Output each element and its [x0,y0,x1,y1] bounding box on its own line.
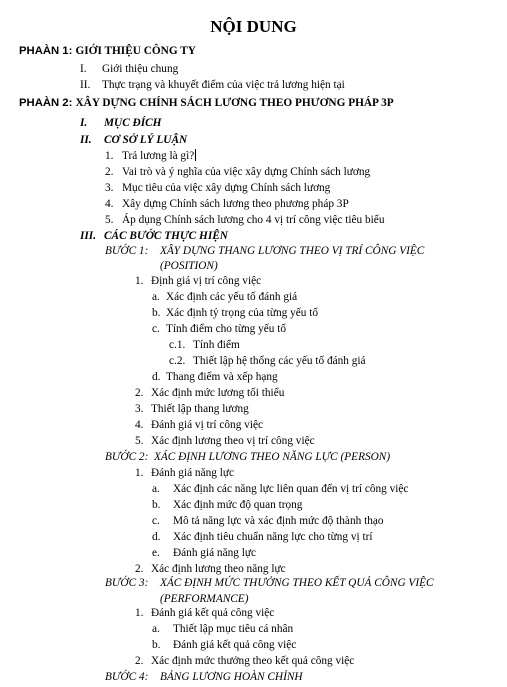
part-2-label: PHAÀN 2: [19,97,73,109]
part-1-label: PHAÀN 1: [19,45,73,57]
part-2-heading [19,96,394,110]
document-page: NỘI DUNG PHAÀN 1: GIỚI THIỆU CÔNG TY I. Giới thiệu chung II. Thực trạng và khuyết điểm của việc trả lương hiện tại PHAÀN 2: XÂY DỰNG CHÍNH SÁCH LƯƠNG THEO PHƯƠNG PHÁP 3P I. MỤC ĐÍCH II. CƠ SỞ LÝ LUẬN 1. Trả lương là gì? 2. Vai trò và ý nghĩa của việc xây dựng Chính sách lương 3. Mục tiêu của việc xây dựng Chính sách lương 4. Xây dựng Chính sách lương theo phương pháp 3P 5. Áp dụng Chính sách lương cho 4 vị trí công việc tiêu biểu III. CÁC BƯỚC THỰC HIỆN BƯỚC 1: XÂY DỰNG THANG LƯƠNG THEO VỊ TRÍ CÔNG VIỆC (POSITION) 1. Định giá vị trí công việc a. Xác định các yếu tố đánh giá b. Xác định tỷ trọng của từng yếu tố c. Tính điểm cho từng yếu tố c.1. Tính điểm c.2. Thiết lập hệ thống các yếu tố đánh giá d. Thang điểm và xếp hạng 2. Xác định mức lương tối thiểu 3. Thiết lập thang lương 4. Đánh giá vị trí công việc 5. Xác định lương theo vị trí công việc BƯỚC 2: XÁC ĐỊNH LƯƠNG THEO NĂNG LỰC (PERSON) 1. Đánh giá năng lực a. Xác định các năng lực liên quan đến vị trí công việc b. Xác định mức độ quan trọng c. Mô tả năng lực và xác định mức độ thành thạo d. Xác định tiêu chuẩn năng lực cho từng vị trí e. Đánh giá năng lực 2. Xác định lương theo năng lực BƯỚC 3: XÁC ĐỊNH MỨC THƯỞNG THEO KẾT QUẢ CÔNG VIỆC (PERFORMANCE) 1. Đánh giá kết quả công việc a. Thiết lập mục tiêu cá nhân b. Đánh giá kết quả công việc 2. Xác định mức thưởng theo kết quả công việc BƯỚC 4: BẢNG LƯƠNG HOÀN CHỈNH [0,0,507,687]
text-cursor [195,149,196,161]
part-2-title: XÂY DỰNG CHÍNH SÁCH LƯƠNG THEO PHƯƠNG PHÁP 3P [75,97,394,109]
part-1-heading [19,44,196,58]
part-1-title: GIỚI THIỆU CÔNG TY [75,45,196,57]
page-title: NỘI DUNG [210,17,297,36]
